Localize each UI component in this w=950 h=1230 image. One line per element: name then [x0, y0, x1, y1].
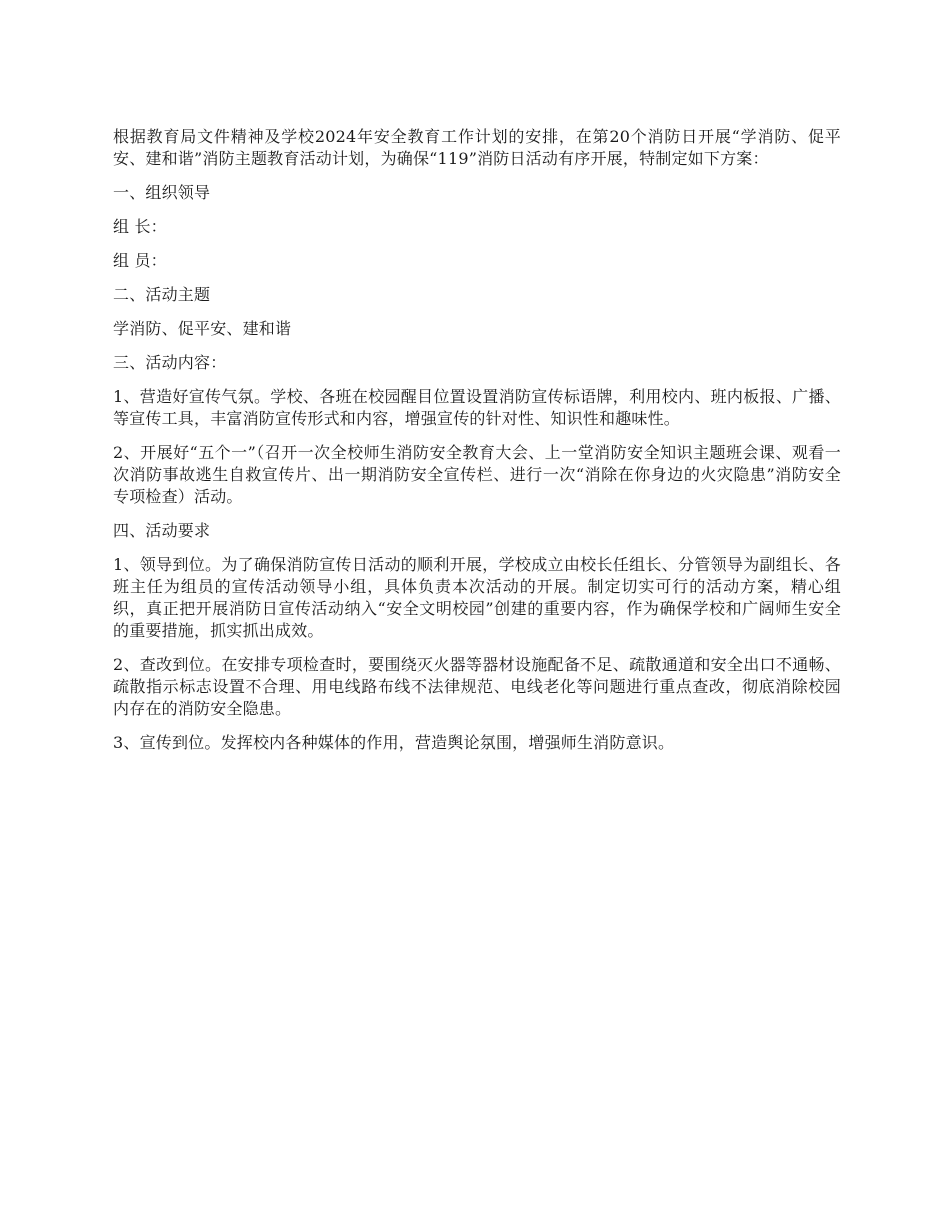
- requirement-item-3: 3、宣传到位。发挥校内各种媒体的作用，营造舆论氛围，增强师生消防意识。: [113, 733, 675, 752]
- team-leader-line: 组 长：: [113, 217, 167, 236]
- requirement-item-1: 1、领导到位。为了确保消防宣传日活动的顺利开展，学校成立由校长任组长、分管领导为副组长、各班主任为组员的宣传活动领导小组，具体负责本次活动的开展。制定切实可行的活动方案，精心组织，真正把开展消防日宣传活动纳入“安全文明校园”创建的重要内容，作为确保学校和广阔师生安全的重要措施，抓实抓出成效。: [113, 555, 841, 640]
- content-item-2: 2、开展好“五个一”（召开一次全校师生消防安全教育大会、上一堂消防安全知识主题班会课、观看一次消防事故逃生自救宣传片、出一期消防安全宣传栏、进行一次“消除在你身边的火灾隐患”消防安全专项检查）活动。: [113, 443, 841, 506]
- intro-paragraph: 根据教育局文件精神及学校2024年安全教育工作计划的安排，在第20个消防日开展“学消防、促平安、建和谐”消防主题教育活动计划，为确保“119”消防日活动有序开展，特制定如下方案：: [113, 127, 841, 168]
- document-body: [113, 126, 841, 766]
- requirement-item-2: 2、查改到位。在安排专项检查时，要围绕灭火器等器材设施配备不足、疏散通道和安全出口不通畅、疏散指示标志设置不合理、用电线路布线不法律规范、电线老化等问题进行重点查改，彻底消除校园内存在的消防安全隐患。: [113, 655, 841, 718]
- section-heading-requirements: 四、活动要求: [113, 521, 211, 540]
- section-heading-content: 三、活动内容：: [113, 353, 227, 372]
- section-heading-organization: 一、组织领导: [113, 183, 211, 202]
- theme-text: 学消防、促平安、建和谐: [113, 319, 292, 338]
- content-item-1: 1、营造好宣传气氛。学校、各班在校园醒目位置设置消防宣传标语牌，利用校内、班内板报、广播、等宣传工具，丰富消防宣传形式和内容，增强宣传的针对性、知识性和趣味性。: [113, 387, 841, 428]
- team-members-line: 组 员：: [113, 251, 167, 270]
- section-heading-theme: 二、活动主题: [113, 285, 211, 304]
